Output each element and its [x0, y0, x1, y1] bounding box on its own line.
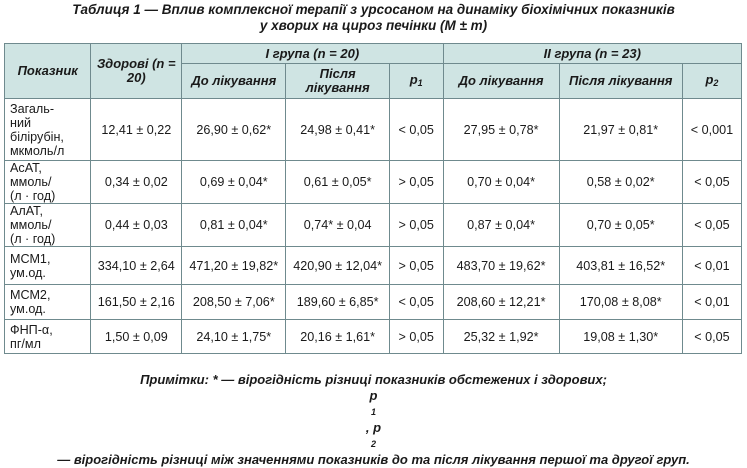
cell-g1-after: 0,74* ± 0,04 [286, 204, 389, 247]
notes-line-2: p 1 , p 2 — вірогідність різниці між значеннями показників до та після лікування першої та другої груп. [57, 388, 690, 467]
cell-p1: > 0,05 [389, 204, 443, 247]
table-row [5, 320, 742, 354]
table-notes [0, 372, 747, 468]
header-healthy: Здорові (n = 20) [91, 44, 182, 99]
cell-p1: < 0,05 [389, 99, 443, 161]
table-row [5, 161, 742, 204]
cell-p2: < 0,05 [682, 161, 741, 204]
cell-p2: < 0,01 [682, 285, 741, 320]
row-indicator: МСМ2, ум.од. [5, 285, 91, 320]
cell-g1-after: 24,98 ± 0,41* [286, 99, 389, 161]
cell-p1: > 0,05 [389, 320, 443, 354]
cell-g1-before: 471,20 ± 19,82* [182, 247, 286, 285]
cell-g2-after: 170,08 ± 8,08* [559, 285, 682, 320]
cell-g1-after: 0,61 ± 0,05* [286, 161, 389, 204]
cell-g1-after: 20,16 ± 1,61* [286, 320, 389, 354]
cell-healthy: 1,50 ± 0,09 [91, 320, 182, 354]
row-indicator: ФНП-α, пг/мл [5, 320, 91, 354]
cell-g2-before: 208,60 ± 12,21* [443, 285, 559, 320]
row-indicator: МСМ1, ум.од. [5, 247, 91, 285]
cell-healthy: 0,34 ± 0,02 [91, 161, 182, 204]
cell-g1-after: 420,90 ± 12,04* [286, 247, 389, 285]
header-indicator: Показник [5, 44, 91, 99]
cell-g2-after: 19,08 ± 1,30* [559, 320, 682, 354]
cell-healthy: 12,41 ± 0,22 [91, 99, 182, 161]
cell-g2-after: 21,97 ± 0,81* [559, 99, 682, 161]
cell-g2-after: 0,70 ± 0,05* [559, 204, 682, 247]
cell-g2-after: 403,81 ± 16,52* [559, 247, 682, 285]
header-g1-before: До лікування [182, 64, 286, 99]
cell-g1-before: 208,50 ± 7,06* [182, 285, 286, 320]
cell-p1: < 0,05 [389, 285, 443, 320]
cell-p1: > 0,05 [389, 247, 443, 285]
cell-healthy: 0,44 ± 0,03 [91, 204, 182, 247]
caption-line-2: у хворих на цироз печінки (M ± m) [259, 17, 488, 33]
table-row [5, 285, 742, 320]
cell-g2-before: 27,95 ± 0,78* [443, 99, 559, 161]
header-g1-after: Після лікування [286, 64, 389, 99]
header-g2-before: До лікування [443, 64, 559, 99]
row-indicator: АлАТ, ммоль/ (л · год) [5, 204, 91, 247]
p1-label: $p_1$ [409, 71, 423, 88]
cell-g1-before: 0,69 ± 0,04* [182, 161, 286, 204]
p2-label: $p_2$ [705, 71, 719, 88]
notes-line-1: Примітки: * — вірогідність різниці показників обстежених і здорових; [140, 372, 607, 387]
cell-healthy: 161,50 ± 2,16 [91, 285, 182, 320]
cell-p2: < 0,05 [682, 320, 741, 354]
table-row [5, 247, 742, 285]
cell-g1-before: 0,81 ± 0,04* [182, 204, 286, 247]
caption-line-1: Таблиця 1 — Вплив комплексної терапії з урсосаном на динаміку біохімічних показників [72, 2, 675, 17]
cell-g2-after: 0,58 ± 0,02* [559, 161, 682, 204]
cell-p2: < 0,01 [682, 247, 741, 285]
header-group2: II група (n = 23) [443, 44, 741, 64]
cell-healthy: 334,10 ± 2,64 [91, 247, 182, 285]
cell-p2: < 0,001 [682, 99, 741, 161]
row-indicator: Загаль- ний білірубін, мкмоль/л [5, 99, 91, 161]
table-row [5, 204, 742, 247]
header-g2-after: Після лікування [559, 64, 682, 99]
cell-g2-before: 0,87 ± 0,04* [443, 204, 559, 247]
table-row [5, 99, 742, 161]
cell-p2: < 0,05 [682, 204, 741, 247]
cell-p1: > 0,05 [389, 161, 443, 204]
table-caption [0, 2, 747, 33]
row-indicator: АсАТ, ммоль/ (л · год) [5, 161, 91, 204]
biochemical-table [4, 43, 742, 354]
table-body [5, 99, 742, 354]
cell-g2-before: 25,32 ± 1,92* [443, 320, 559, 354]
header-p2 [682, 64, 741, 99]
header-group1: I група (n = 20) [182, 44, 443, 64]
cell-g1-after: 189,60 ± 6,85* [286, 285, 389, 320]
cell-g1-before: 24,10 ± 1,75* [182, 320, 286, 354]
cell-g2-before: 483,70 ± 19,62* [443, 247, 559, 285]
cell-g2-before: 0,70 ± 0,04* [443, 161, 559, 204]
cell-g1-before: 26,90 ± 0,62* [182, 99, 286, 161]
header-p1 [389, 64, 443, 99]
